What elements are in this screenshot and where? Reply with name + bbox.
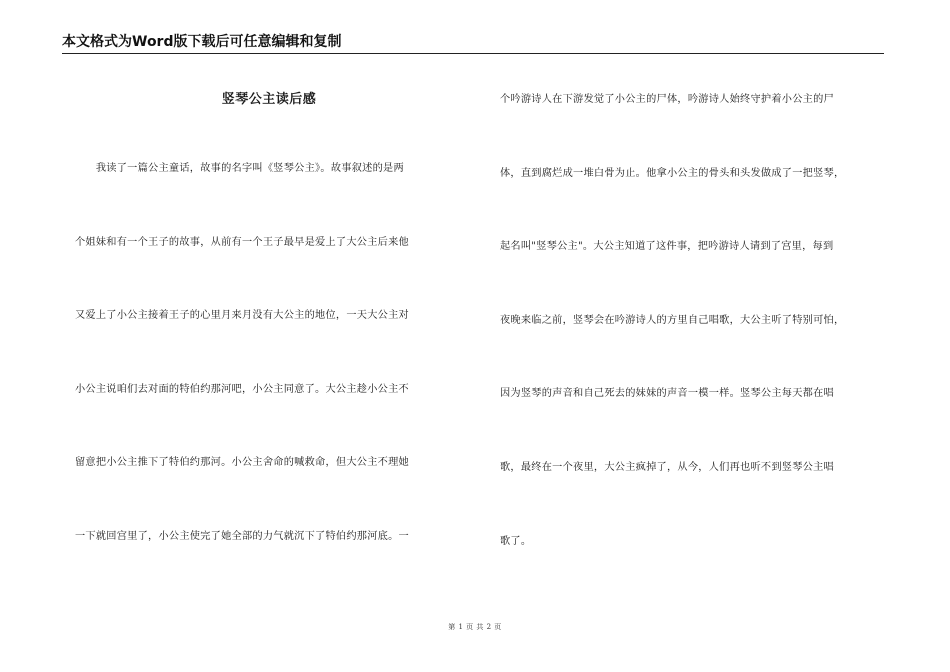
body-text-line: 一下就回宫里了，小公主使完了她全部的力气就沉下了特伯约那河底。一 bbox=[75, 530, 409, 542]
page-footer: 第 1 页 共 2 页 bbox=[448, 623, 502, 631]
body-text-line: 歌，最终在一个夜里，大公主疯掉了，从今，人们再也听不到竖琴公主唱 bbox=[500, 461, 834, 473]
left-column bbox=[75, 90, 463, 605]
body-text-line: 个吟游诗人在下游发觉了小公主的尸体，吟游诗人始终守护着小公主的尸 bbox=[500, 94, 834, 105]
body-text-line: 体，直到腐烂成一堆白骨为止。他拿小公主的骨头和头发做成了一把竖琴， bbox=[500, 167, 845, 179]
right-column bbox=[500, 94, 895, 609]
header-text: 本文格式为Word版下载后可任意编辑和复制 bbox=[62, 34, 342, 50]
body-text-line: 我读了一篇公主童话，故事的名字叫《竖琴公主》。故事叙述的是两 bbox=[75, 163, 404, 174]
document-title: 竖琴公主读后感 bbox=[221, 92, 317, 107]
body-text-line: 歌了。 bbox=[500, 535, 532, 547]
body-text-line: 留意把小公主推下了特伯约那河。小公主舍命的喊救命，但大公主不理她 bbox=[75, 457, 409, 469]
body-text-line: 小公主说咱们去对面的特伯约那河吧，小公主同意了。大公主趁小公主不 bbox=[75, 383, 409, 395]
body-text-line: 因为竖琴的声音和自己死去的妹妹的声音一模一样。竖琴公主每天都在唱 bbox=[500, 388, 834, 400]
body-text-line: 又爱上了小公主接着王子的心里月来月没有大公主的地位，一天大公主对 bbox=[75, 310, 409, 322]
body-text-line: 起名叫"竖琴公主"。大公主知道了这件事，把吟游诗人请到了宫里，每到 bbox=[500, 241, 834, 253]
body-text-line: 个姐妹和有一个王子的故事，从前有一个王子最早是爱上了大公主后来他 bbox=[75, 236, 409, 248]
body-text-line: 夜晚来临之前，竖琴会在吟游诗人的方里自己唱歌，大公主听了特别可怕， bbox=[500, 314, 845, 326]
page-header bbox=[62, 33, 884, 54]
